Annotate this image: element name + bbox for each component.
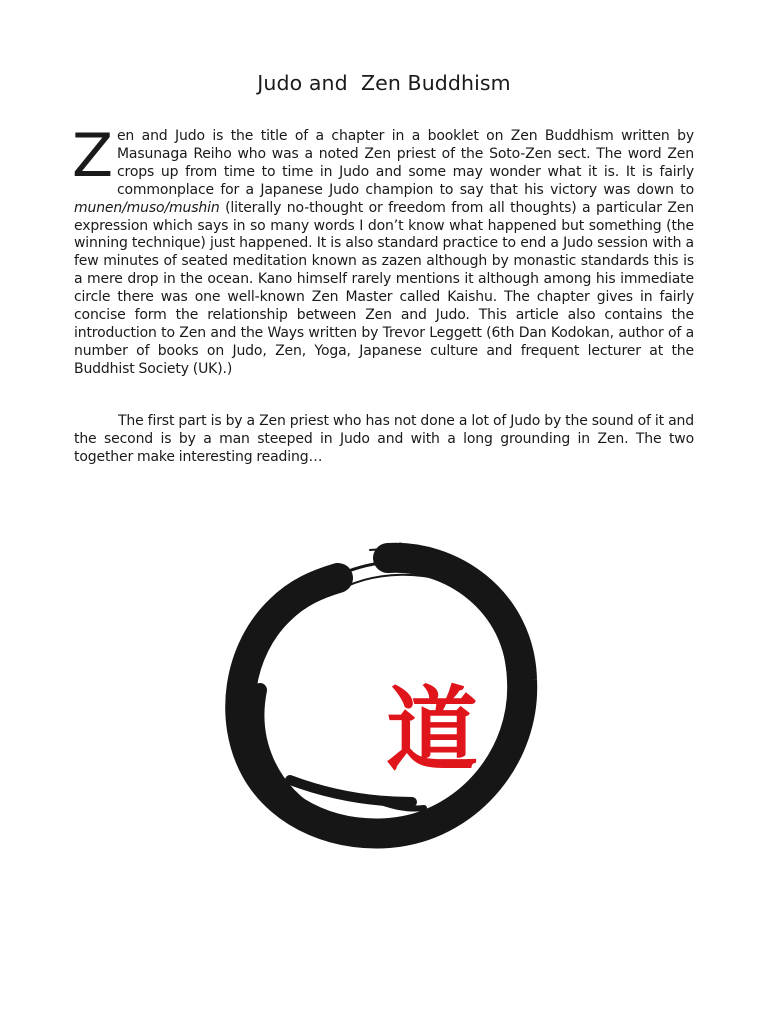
intro-text-part-1: en and Judo is the title of a chapter in a booklet on Zen Buddhism written by Masunaga Reiho who was a noted Zen priest of the Soto-Zen sect. The word Zen crops up from time to time in Judo and some may wonder what it is. It is fairly commonplace for a Japanese Judo champion to say that his victory was down to xyxy=(116,128,694,198)
dao-kanji: 道 xyxy=(385,676,479,784)
drop-cap: Z xyxy=(72,121,113,191)
intro-text-part-2: (literally no-thought or freedom from all thoughts) a particular Zen expression which says in so many words I don’t know what happened but something (the winning technique) just happened. It is also standard practice to end a Judo session with a few minutes of seated meditation known as zazen although by monastic standards this is a mere drop in the ocean. Kano himself rarely mentions it although among his immediate circle there was one well-known Zen Master called Kaishu. The chapter gives in fairly concise form the relationship between Zen and Judo. This article also contains the introduction to Zen and the Ways written by Trevor Leggett (6th Dan Kodokan, author of a number of books on Judo, Zen, Yoga, Japanese culture and frequent lecturer at the Buddhist Society (UK).) xyxy=(74,199,694,377)
enso-circle-figure xyxy=(220,540,540,860)
intro-italic-term: munen/muso/mushin xyxy=(74,199,220,216)
page-title: Judo and Zen Buddhism xyxy=(257,70,511,95)
second-paragraph: The first part is by a Zen priest who has not done a lot of Judo by the sound of it and the second is by a man steeped in Judo and with a long grounding in Zen. The two together make interesting reading… xyxy=(74,413,694,465)
intro-paragraph xyxy=(72,121,694,379)
enso-circle-image xyxy=(220,540,540,860)
